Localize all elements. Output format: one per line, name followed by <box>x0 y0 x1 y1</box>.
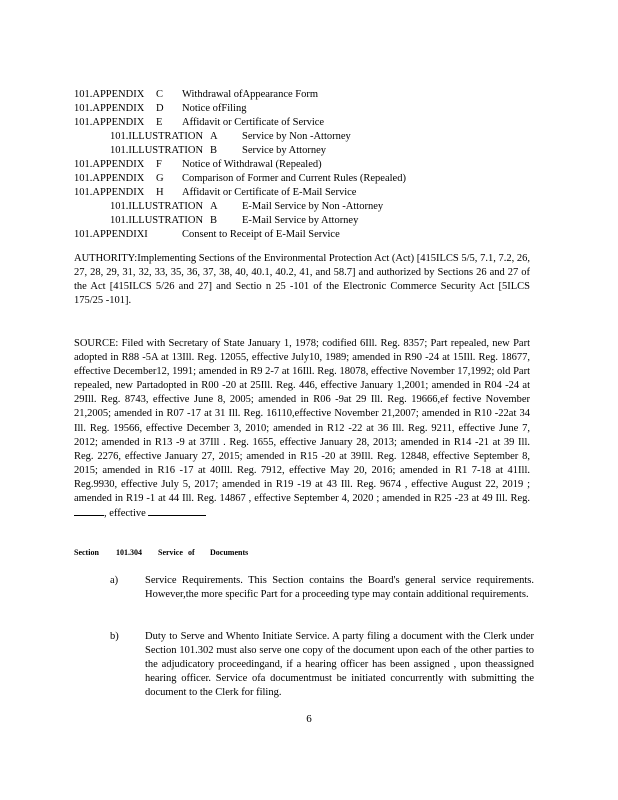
source-effective-text: , effective <box>104 508 146 520</box>
blank-line <box>74 506 104 516</box>
illustration-row: 101.ILLUSTRATION A Service by Non -Attorney <box>110 131 351 142</box>
subsection-marker: b) <box>110 631 119 642</box>
appendix-list <box>74 88 406 242</box>
appendix-row: 101.APPENDIXI Consent to Receipt of E-Mail Service <box>74 229 340 240</box>
subsection-text: Duty to Serve and Whento Initiate Service. A party filing a document with the Clerk under Section 101.302 must also serve one copy of the document upon each of the other parties to the adjudicatory proceedingand, if a hearing officer has been assigned , upon theassigned hearing officer. Service ofa documentmust be initiated concurrently with submitting the document to the Clerk for filing. <box>145 631 534 699</box>
section-heading <box>74 548 248 557</box>
illustration-row: 101.ILLUSTRATION B Service by Attorney <box>110 145 326 156</box>
appendix-row: 101.APPENDIX D Notice ofFiling <box>74 103 247 114</box>
authority-note: AUTHORITY:Implementing Sections of the Environmental Protection Act (Act) [415ILCS 5/5, 7.1, 7.2, 26, 27, 28, 29, 31, 32, 33, 35, 36, 37, 38, 40, 40.1, 40.2, 41, and 58.7] and authorized by Sections 26 and 27 of the Act [415ILCS 5/26 and 27] and Sectio n 25 -101 of the Electronic Commerce Security Act [5ILCS 175/25 -101]. <box>74 253 530 307</box>
appendix-row: 101.APPENDIX H Affidavit or Certificate of E-Mail Service <box>74 187 357 198</box>
section-title-word: Service <box>158 548 183 557</box>
section-label: Section <box>74 548 99 557</box>
appendix-row: 101.APPENDIX G Comparison of Former and Current Rules (Repealed) <box>74 173 406 184</box>
illustration-row: 101.ILLUSTRATION B E-Mail Service by Attorney <box>110 215 359 226</box>
illustration-row: 101.ILLUSTRATION A E-Mail Service by Non -Attorney <box>110 201 384 212</box>
subsection-a <box>110 574 534 602</box>
subsection-b <box>110 630 534 700</box>
section-title-word: Documents <box>210 548 249 557</box>
subsection-text: Service Requirements. This Section contains the Board's general service requirements. However,the more specific Part for a proceeding type may contain additional requirements. <box>145 575 534 601</box>
source-text: SOURCE: Filed with Secretary of State January 1, 1978; codified 6Ill. Reg. 8357; Part repealed, new Part adopted in R88 -5A at 13Ill. Reg. 12055, effective July10, 1989; amended in R90 -24 at 15Ill. Reg. 18677, effective December12, 1991; amended in R9 2-7 at 16Ill. Reg. 18078, effective November 17,1992; old Part repealed, new Partadopted in R00 -20 at 25Ill. Reg. 446, effective January 1,2001; amended in R04 -24 at 29Ill. Reg. 8743, effective June 8, 2005; amended in R06 -9at 29 Ill. Reg. 19666,ef fective November 21,2005; amended in R07 -17 at 31 Ill. Reg. 16110,effective November 21,2007; amended in R10 -22at 34 Ill. Reg. 19566, effective December 3, 2010; amended in R12 -22 at 36 Ill. Reg. 9211, effective June 7, 2012; amended in R13 -9 at 37Ill . Reg. 1655, effective January 28, 2013; amended in R14 -21 at 39 Ill. Reg. 2276, effective January 27, 2015; amended in R15 -20 at 39Ill. Reg. 12848, effective September 8, 2015; amended in R16 -17 at 40Ill. Reg. 7912, effective May 20, 2016; amended in R1 7-18 at 41Ill. Reg.9930, effective July 5, 2017; amended in R19 -19 at 43 Ill. Reg. 9674 , effective August 22, 2019 ; amended in R19 -1 at 44 Ill. Reg. 14867 , effective September 4, 2020 ; amended in R25 -23 at 49 Ill. Reg. <box>74 338 530 505</box>
appendix-row: 101.APPENDIX E Affidavit or Certificate of Service <box>74 117 325 128</box>
page-number: 6 <box>306 713 312 725</box>
section-title-word: of <box>188 548 195 557</box>
source-note <box>74 337 530 521</box>
appendix-row: 101.APPENDIX F Notice of Withdrawal (Repealed) <box>74 159 322 170</box>
appendix-row: 101.APPENDIX C Withdrawal ofAppearance Form <box>74 89 319 100</box>
section-number: 101.304 <box>116 548 142 557</box>
blank-line <box>148 506 206 516</box>
subsection-marker: a) <box>110 575 119 586</box>
